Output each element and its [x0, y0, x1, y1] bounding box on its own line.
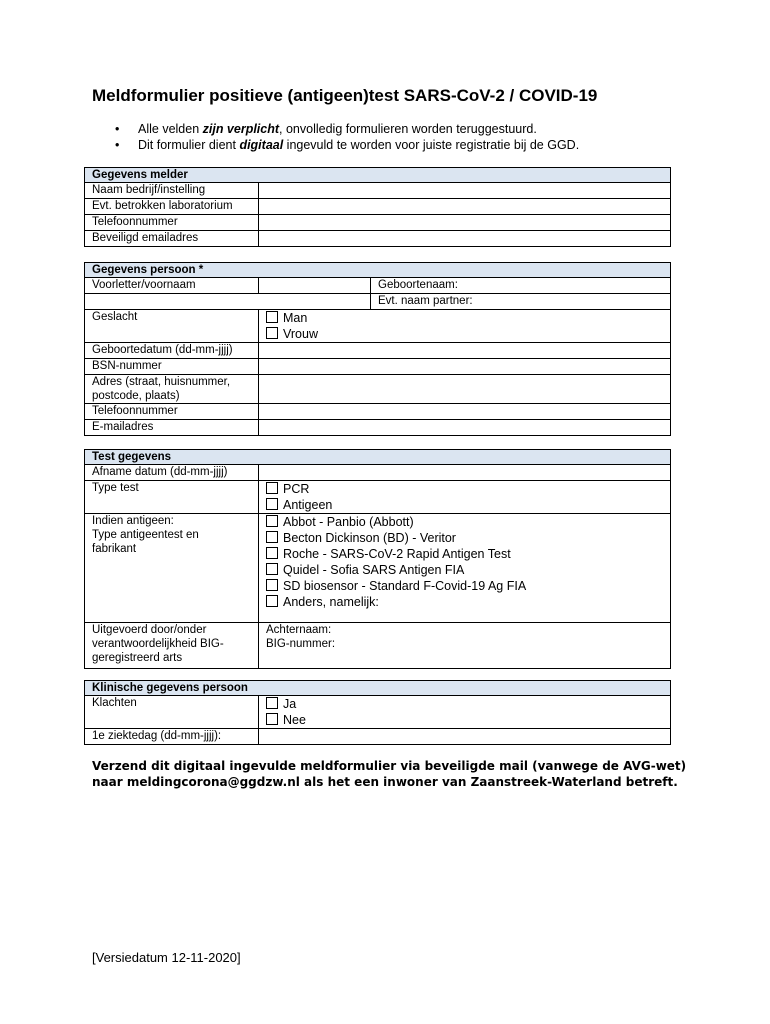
persoon-table [84, 262, 671, 436]
melder-telefoon-input[interactable] [259, 215, 671, 231]
checkbox-antigeen[interactable] [266, 497, 670, 513]
option-label: Quidel - Sofia SARS Antigen FIA [283, 563, 465, 577]
checkbox-icon[interactable] [266, 531, 278, 543]
melder-table [84, 167, 671, 247]
checkbox-icon[interactable] [266, 579, 278, 591]
field-label [85, 623, 259, 669]
type-options [259, 481, 671, 514]
option-label: Man [283, 311, 308, 325]
option-label: PCR [283, 482, 310, 496]
option-label: SD biosensor - Standard F-Covid-19 Ag FIA [283, 579, 527, 593]
field-label: Afname datum (dd-mm-jjjj) [85, 465, 259, 481]
test-table [84, 449, 671, 669]
checkbox-icon[interactable] [266, 327, 278, 339]
geboortedatum-input[interactable] [259, 343, 671, 359]
checkbox-icon[interactable] [266, 547, 278, 559]
checkbox-icon[interactable] [266, 515, 278, 527]
instruction-text: ingevuld te worden voor juiste registratie bij de GGD. [283, 138, 580, 152]
checkbox-nee[interactable] [266, 712, 670, 728]
checkbox-icon[interactable] [266, 498, 278, 510]
checkbox-roche[interactable] [266, 546, 670, 562]
checkbox-sd-biosensor[interactable] [266, 578, 670, 594]
field-label: Naam bedrijf/instelling [85, 183, 259, 199]
instruction-text: Dit formulier dient [138, 138, 240, 152]
checkbox-icon[interactable] [266, 563, 278, 575]
fabrikant-label: Type antigeentest en fabrikant [92, 529, 199, 555]
field-label: Geslacht [85, 310, 259, 343]
instruction-emphasis: digitaal [239, 138, 284, 152]
field-label: Klachten [85, 696, 259, 729]
field-label: Geboortedatum (dd-mm-jjjj) [85, 343, 259, 359]
instruction-list [115, 121, 579, 153]
option-label: Abbot - Panbio (Abbott) [283, 515, 414, 529]
big-nummer-field[interactable]: BIG-nummer: [266, 638, 336, 650]
fabrikant-options [259, 514, 671, 623]
partner-field[interactable]: Evt. naam partner: [371, 294, 671, 310]
checkbox-anders[interactable] [266, 594, 670, 610]
field-label: Type test [85, 481, 259, 514]
checkbox-vrouw[interactable] [266, 326, 670, 342]
geboortenaam-field[interactable]: Geboortenaam: [371, 278, 671, 294]
klinisch-header: Klinische gegevens persoon [85, 681, 671, 696]
option-label: Nee [283, 713, 306, 727]
option-label: Anders, namelijk: [283, 595, 379, 609]
checkbox-icon[interactable] [266, 482, 278, 494]
option-label: Becton Dickinson (BD) - Veritor [283, 531, 456, 545]
checkbox-quidel[interactable] [266, 562, 670, 578]
ziektedag-input[interactable] [259, 729, 671, 745]
checkbox-abbott[interactable] [266, 514, 670, 530]
bullet-icon: • [115, 122, 120, 136]
field-label [85, 514, 259, 623]
field-label: Voorletter/voornaam [85, 278, 259, 294]
checkbox-icon[interactable] [266, 697, 278, 709]
instruction-item [115, 121, 579, 137]
field-label: Telefoonnummer [85, 404, 259, 420]
field-label: Beveiligd emailadres [85, 231, 259, 247]
laboratorium-input[interactable] [259, 199, 671, 215]
melder-email-input[interactable] [259, 231, 671, 247]
field-label: Adres (straat, huisnummer, postcode, plaats) [85, 375, 259, 404]
uitgevoerd-label: Uitgevoerd door/onder verantwoordelijkheid BIG-geregistreerd arts [92, 624, 224, 664]
instruction-emphasis: zijn verplicht [202, 122, 280, 136]
empty-cell [85, 294, 371, 310]
field-label: Evt. betrokken laboratorium [85, 199, 259, 215]
persoon-email-input[interactable] [259, 420, 671, 436]
option-label: Roche - SARS-CoV-2 Rapid Antigen Test [283, 547, 511, 561]
checkbox-icon[interactable] [266, 311, 278, 323]
melder-header: Gegevens melder [85, 168, 671, 183]
persoon-telefoon-input[interactable] [259, 404, 671, 420]
indien-label: Indien antigeen: [92, 515, 174, 527]
bullet-icon: • [115, 138, 120, 152]
version-date: [Versiedatum 12-11-2020] [92, 950, 241, 965]
instruction-item [115, 137, 579, 153]
bsn-input[interactable] [259, 359, 671, 375]
option-label: Vrouw [283, 327, 318, 341]
checkbox-bd[interactable] [266, 530, 670, 546]
field-label: BSN-nummer [85, 359, 259, 375]
submission-instructions: Verzend dit digitaal ingevulde meldformulier via beveiligde mail (vanwege de AVG-wet) naar meldingcorona@ggdzw.nl als het een inwoner van Zaanstreek-Waterland betreft. [92, 759, 687, 789]
arts-fields [259, 623, 671, 669]
checkbox-icon[interactable] [266, 595, 278, 607]
option-label: Antigeen [283, 498, 333, 512]
klinisch-table [84, 680, 671, 745]
option-label: Ja [283, 697, 297, 711]
checkbox-man[interactable] [266, 310, 670, 326]
field-label: Telefoonnummer [85, 215, 259, 231]
form-title: Meldformulier positieve (antigeen)test SARS-CoV-2 / COVID-19 [92, 86, 598, 105]
afname-input[interactable] [259, 465, 671, 481]
checkbox-ja[interactable] [266, 696, 670, 712]
klachten-options [259, 696, 671, 729]
field-label: 1e ziektedag (dd-mm-jjjj): [85, 729, 259, 745]
instruction-text: , onvolledig formulieren worden teruggestuurd. [279, 122, 537, 136]
checkbox-icon[interactable] [266, 713, 278, 725]
checkbox-pcr[interactable] [266, 481, 670, 497]
field-label: E-mailadres [85, 420, 259, 436]
persoon-header: Gegevens persoon * [85, 263, 671, 278]
geslacht-options [259, 310, 671, 343]
voornaam-input[interactable] [259, 278, 371, 294]
instruction-text: Alle velden [138, 122, 203, 136]
achternaam-field[interactable]: Achternaam: [266, 624, 332, 636]
test-header: Test gegevens [85, 450, 671, 465]
adres-input[interactable] [259, 375, 671, 404]
bedrijf-input[interactable] [259, 183, 671, 199]
